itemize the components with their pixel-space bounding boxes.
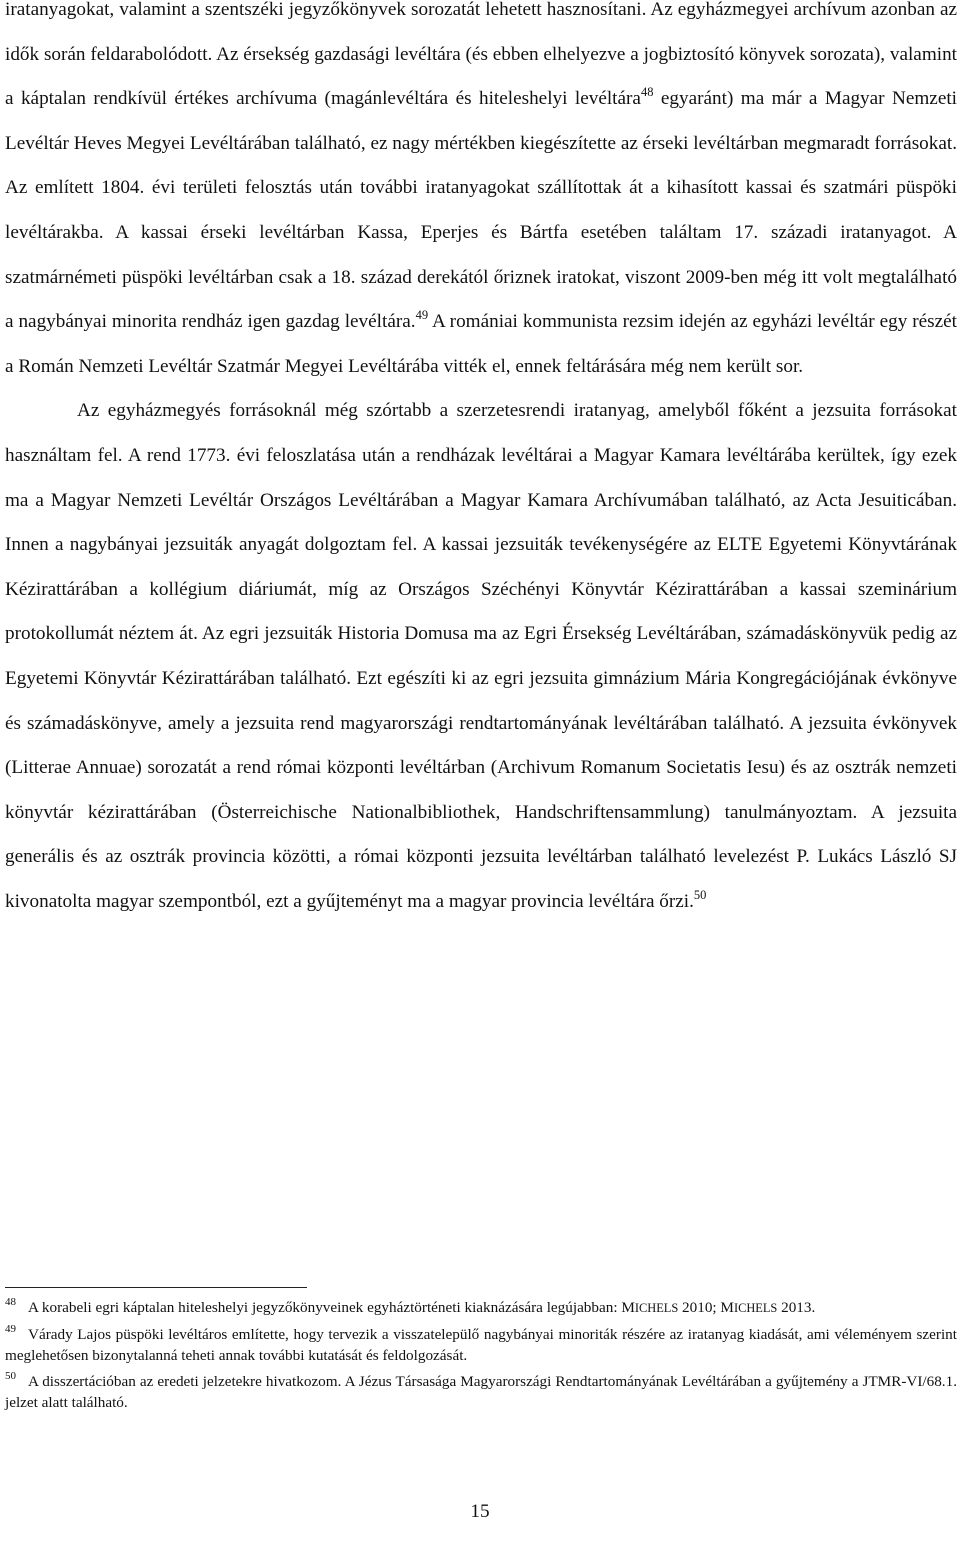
footnote-ref-50[interactable]: 50 <box>693 887 707 902</box>
paragraph-2-part-1: Az egyházmegyés forrásoknál még szórtabb a szerzetesrendi iratanyag, amelyből főként a jezsuita forrásokat használtam fel. A rend 1773. évi feloszlatása után a rendházak levéltárai a Magyar Kamara levéltárába kerültek, így ezek ma a Magyar Nemzeti Levéltár Országos Levéltárában a Magyar Kamara Archívumában található, az Acta Jesuiticában. Innen a nagybányai jezsuiták anyagát dolgoztam fel. A kassai jezsuiták tevékenységére az ELTE Egyetemi Könyvtárának Kézirattárában a kollégium diáriumát, míg az Országos Széchényi Könyvtár Kézirattárában a kassai szeminárium protokollumát néztem át. Az egri jezsuiták Historia Domusa ma az Egri Érsekség Levéltárában, számadáskönyvük pedig az Egyetemi Könyvtár Kézirattárában található. Ezt egészíti ki az egri jezsuita gimnázium Mária Kongregációjának évkönyve és számadáskönyve, amely a jezsuita rend magyarországi rendtartományának levéltárában található. A jezsuita évkönyvek (Litterae Annuae) sorozatát a rend római központi levéltárban (Archivum Romanum Societatis Iesu) és az osztrák nemzeti könyvtár kézirattárában (Österreichische Nationalbibliothek, Handschriftensammlung) tanulmányoztam. A jezsuita generális és az osztrák provincia közötti, a római központi jezsuita levéltárban található levelezést P. Lukács László SJ kivonatolta magyar szempontból, ezt a gyűjteményt ma a magyar provincia levéltára őrzi. <box>5 400 957 912</box>
page-number: 15 <box>470 1501 490 1522</box>
footnote-text-start: A korabeli egri káptalan hiteleshelyi jegyzőkönyveinek egyháztörténeti kiaknázására legújabban: M <box>28 1299 635 1316</box>
footnote-text-middle: 2010; M <box>678 1299 734 1316</box>
footnote-text-end: 2013. <box>777 1299 816 1316</box>
paragraph-1 <box>5 0 957 389</box>
footnote-number: 48 <box>5 1296 16 1308</box>
footnote-number: 49 <box>5 1323 16 1335</box>
paragraph-2 <box>5 389 957 924</box>
footnote-number: 50 <box>5 1370 16 1382</box>
paragraph-1-part-2: egyaránt) ma már a Magyar Nemzeti Levéltár Heves Megyei Levéltárában található, ez nagy mértékben kiegészítette az érseki levéltárban megmaradt forrásokat. Az említett 1804. évi területi felosztás után további iratanyagokat szállítottak át a kihasított kassai és szatmári püspöki levéltárakba. A kassai érseki levéltárban Kassa, Eperjes és Bártfa esetében találtam 17. századi iratanyagot. A szatmárnémeti püspöki levéltárban csak a 18. század derekától őriznek iratokat, viszont 2009-ben még itt volt megtalálható a nagybányai minorita rendház igen gazdag levéltára. <box>5 88 957 333</box>
footnote-text: A disszertációban az eredeti jelzetekre hivatkozom. A Jézus Társasága Magyarországi Rendtartományának Levéltárában a gyűjtemény a JTMR-VI/68.1. jelzet alatt található. <box>5 1373 957 1411</box>
body-text <box>5 0 957 924</box>
footnote-50 <box>5 1371 957 1413</box>
paragraph-1-part-1: iratanyagokat, valamint a szentszéki jegyzőkönyvek sorozatát lehetett hasznosítani. Az egyházmegyei archívum azonban az idők során feldarabolódott. Az érsekség gazdasági levéltára (és ebben elhelyezve a jogbiztosító könyvek sorozata), valamint a káptalan rendkívül értékes archívuma (magánlevéltára és hiteleshelyi levéltára <box>5 0 957 110</box>
footnote-ref-48[interactable]: 48 <box>640 85 654 100</box>
paragraph-1-part-3: A romániai kommunista rezsim idején az egyházi levéltár egy részét a Román Nemzeti Levéltár Szatmár Megyei Levéltárába vitték el, ennek feltárására még nem került sor. <box>5 311 957 377</box>
footnote-separator <box>5 1287 307 1288</box>
footnotes <box>5 1297 957 1418</box>
small-caps-author: ICHELS <box>733 1301 778 1315</box>
footnote-49 <box>5 1324 957 1366</box>
footnote-48 <box>5 1297 957 1319</box>
footnote-text: Várady Lajos püspöki levéltáros említette, hogy tervezik a visszatelepülő nagybányai minoriták részére az iratanyag kiadását, ami véleményem szerint meglehetősen bizonytalanná teheti annak további kutatását és feldolgozását. <box>5 1326 957 1364</box>
small-caps-author: ICHELS <box>634 1301 679 1315</box>
footnote-ref-49[interactable]: 49 <box>415 308 429 323</box>
